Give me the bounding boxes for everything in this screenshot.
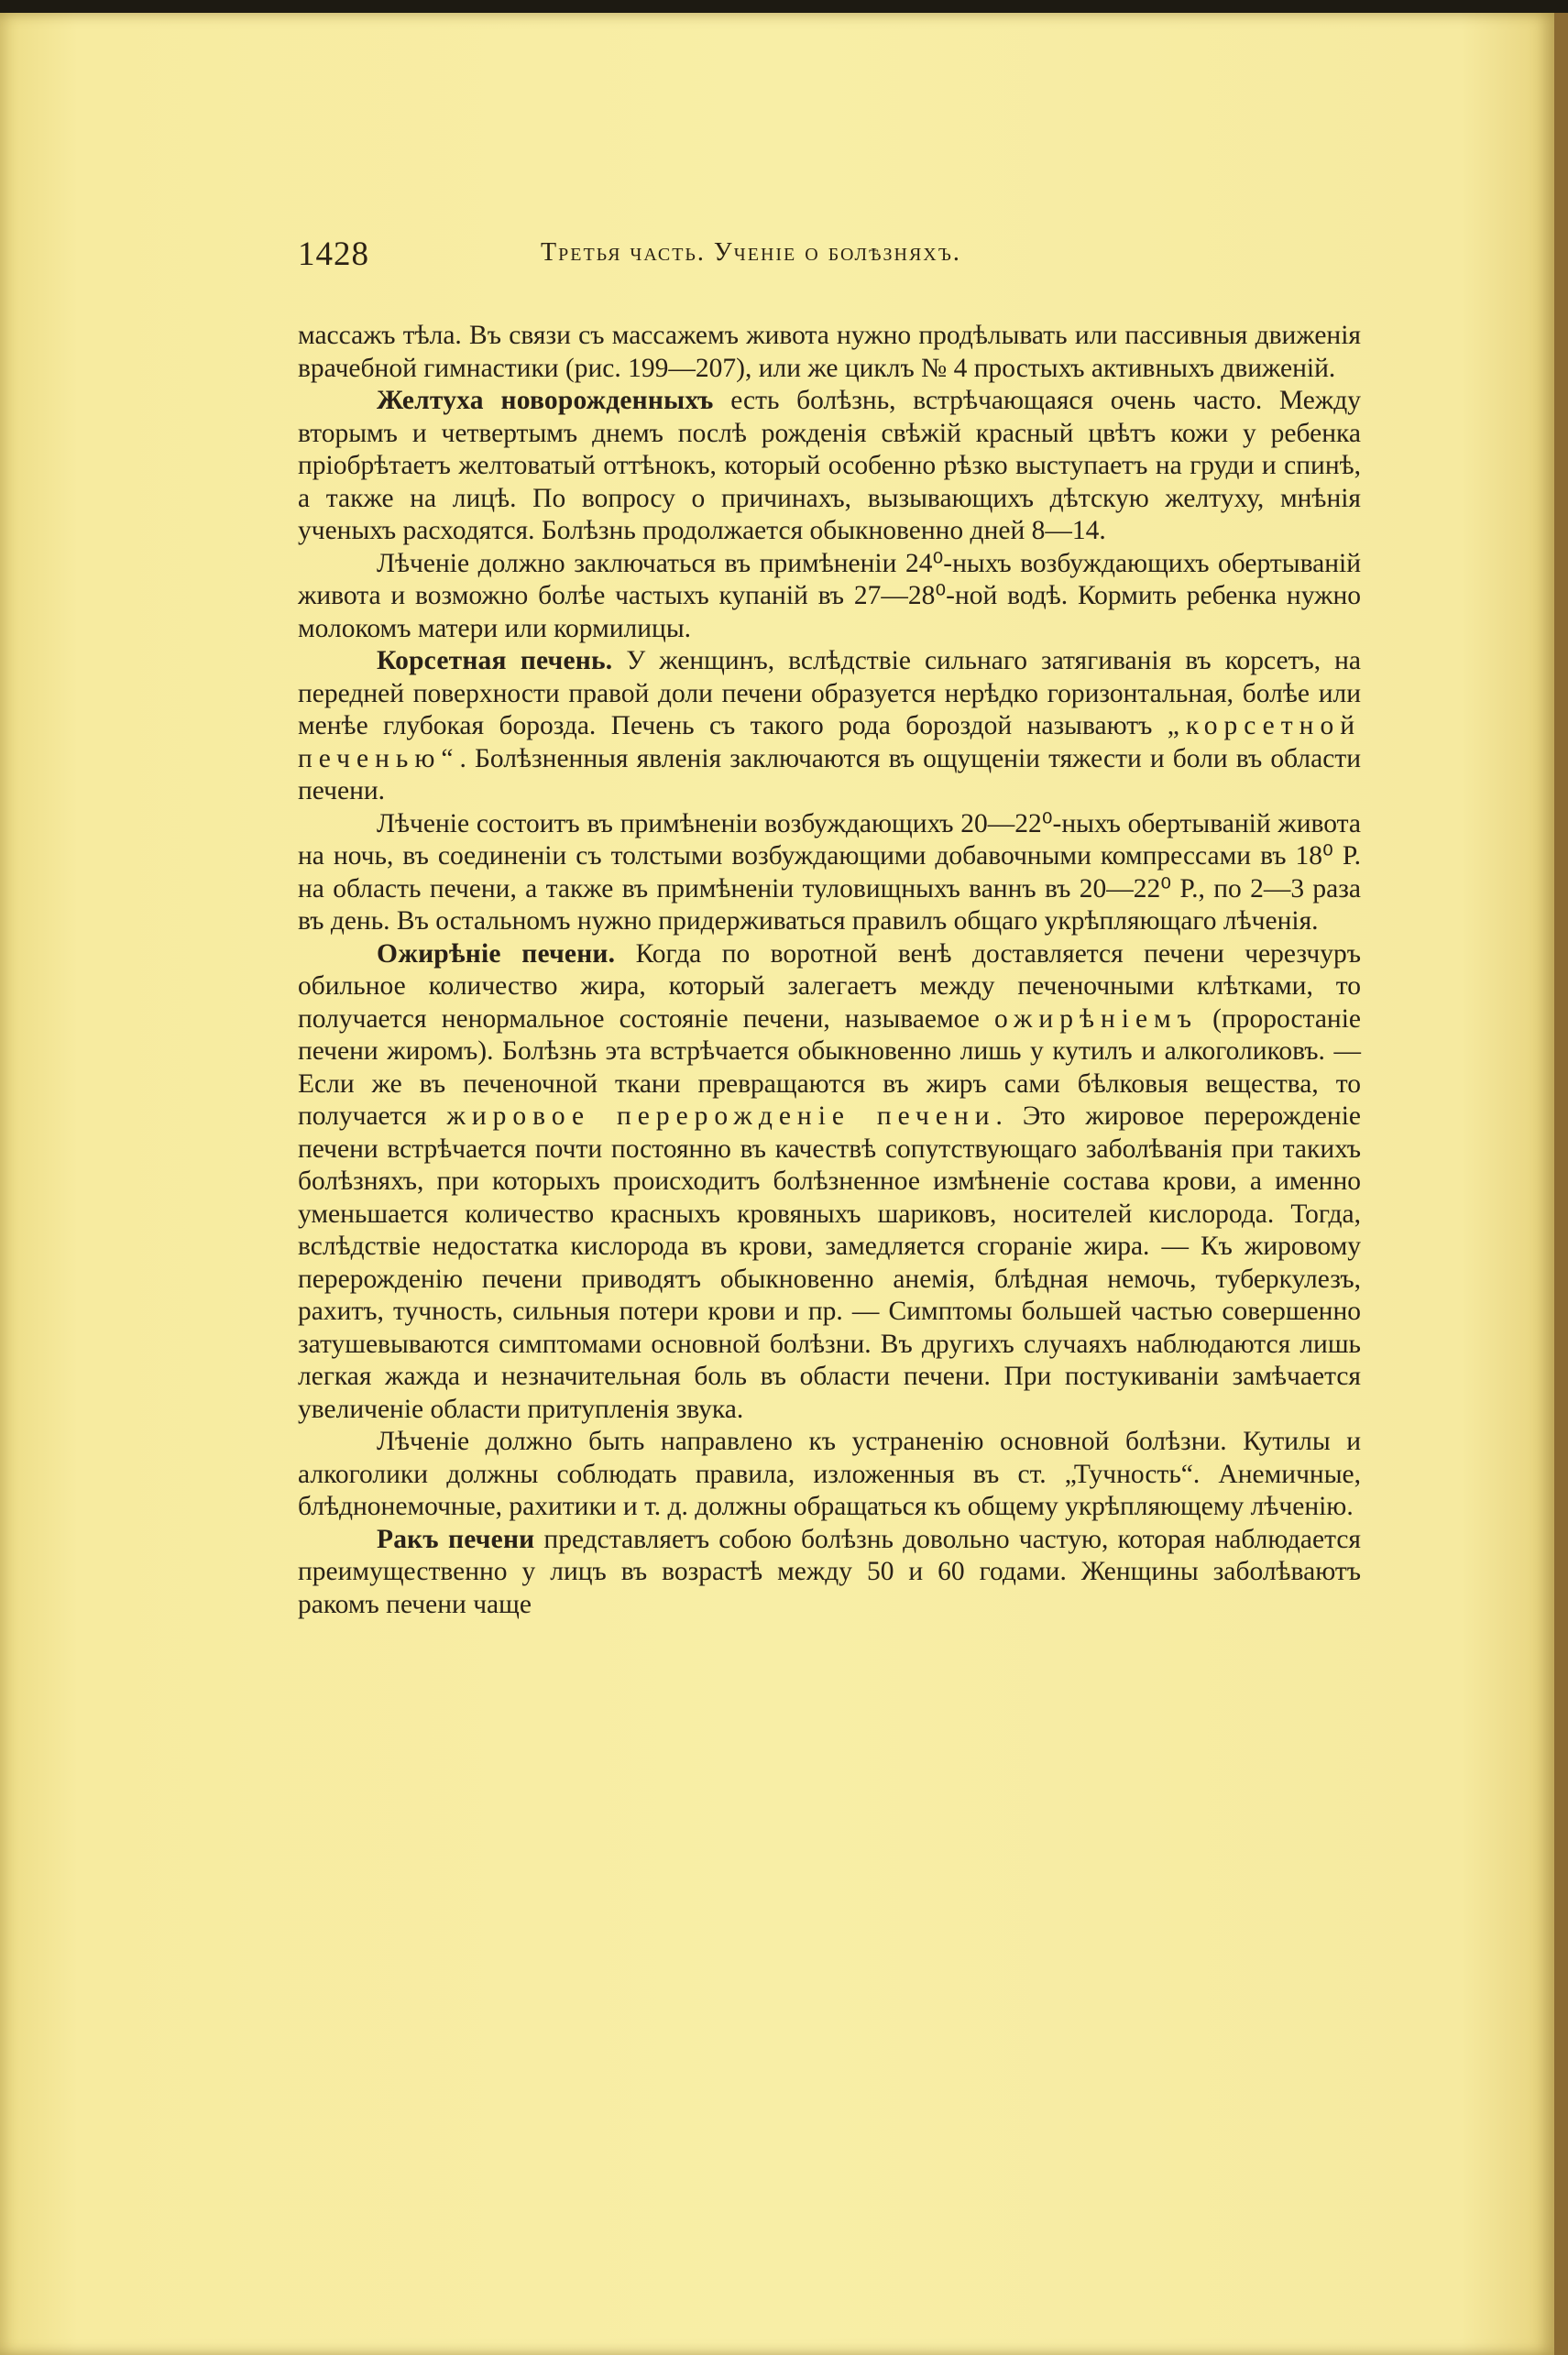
paragraph-text: Когда по воротной венѣ доставляется печени черезчуръ обильное количество жира, который залегаетъ между печеночными клѣтками, то получается ненормальное состояніе печени, называемое [298,938,1361,1034]
paragraph-jaundice-treatment [298,548,1361,646]
running-head [298,235,1361,275]
running-title: Третья часть. Ученіе о болѣзняхъ. [541,238,961,267]
spaced-term: жировое перерожденіе печени [446,1101,996,1131]
paragraph-fatty-liver [298,938,1361,1427]
paragraph-text: Лѣченіе должно быть направлено къ устраненію основной болѣзни. Кутилы и алкоголики должны соблюдать правила, изложенныя въ ст. „Тучность“. Анемичные, блѣднонемочные, рахитики и т. д. должны обращаться къ общему укрѣпляющему лѣченію. [298,1427,1361,1521]
paragraph-liver-cancer [298,1524,1361,1622]
paragraph-massage [298,320,1361,385]
section-term: Корсетная печень. [377,646,613,675]
paragraph-text: (проростаніе печени жиромъ). Болѣзнь эта встрѣчается обыкновенно лишь у кутилъ и алкоголиковъ. — Если же въ печеночной ткани превращаются въ жиръ сами бѣлковыя вещества, то получается [298,1003,1361,1131]
paragraph-text: Лѣченіе должно заключаться въ примѣненіи 24⁰-ныхъ возбуждающихъ обертываній живота и возможно болѣе частыхъ купаній въ 27—28⁰-ной водѣ. Кормить ребенка нужно молокомъ матери или кормилицы. [298,548,1361,643]
section-term: Желтуха новорожденныхъ [377,386,714,415]
paragraph-text: . Это жировое перерожденіе печени встрѣчается почти постоянно въ качествѣ сопутствующаго заболѣванія при такихъ болѣзняхъ, при которыхъ происходитъ болѣзненное измѣненіе состава крови, а именно уменьшается количество красныхъ кровяныхъ шариковъ, носителей кислорода. Тогда, вслѣдствіе недостатка кислорода въ крови, замедляется сгораніе жира. — Къ жировому перерожденію печени приводятъ обыкновенно анемія, блѣдная немочь, туберкулезъ, рахитъ, тучность, сильныя потери крови и пр. — Симптомы большей частью совершенно затушевываются симптомами основной болѣзни. Въ другихъ случаяхъ наблюдаются лишь легкая жажда и незначительная боль въ области печени. При постукиваніи замѣчается увеличеніе области притупленія звука. [298,1101,1361,1424]
paragraph-corset-liver [298,645,1361,808]
section-term: Ракъ печени [377,1524,535,1554]
paragraph-text: Лѣченіе состоитъ въ примѣненіи возбуждающихъ 20—22⁰-ныхъ обертываній живота на ночь, въ соединеніи съ толстыми возбуждающими добавочными компрессами въ 18⁰ Р. на область печени, а также въ примѣненіи туловищныхъ ваннъ въ 20—22⁰ Р., по 2—3 раза въ день. Въ остальномъ нужно придерживаться правилъ общаго укрѣпляющаго лѣченія. [298,808,1361,936]
paragraph-text: есть болѣзнь, встрѣчающаяся очень часто. Между вторымъ и четвертымъ днемъ послѣ рожденія свѣжій красный цвѣтъ кожи у ребенка пріобрѣтаетъ желтоватый оттѣнокъ, который особенно рѣзко выступаетъ на груди и спинѣ, а также на лицѣ. По вопросу о причинахъ, вызывающихъ дѣтскую желтуху, мнѣнія ученыхъ расходятся. Болѣзнь продолжается обыкновенно дней 8—14. [298,386,1361,545]
spaced-term: „корсетной печенью“ [298,711,1361,773]
section-term: Ожирѣніе печени. [377,938,616,969]
paragraph-text: У женщинъ, вслѣдствіе сильнаго затягиванія въ корсетъ, на передней поверхности правой доли печени образуется нерѣдко горизонтальная, болѣе или менѣе глубокая борозда. Печень съ такого рода бороздой называютъ [298,646,1362,740]
paragraph-fatty-treatment [298,1426,1361,1524]
paragraph-text: массажъ тѣла. Въ связи съ массажемъ живота нужно продѣлывать или пассивныя движенія врачебной гимнастики (рис. 199—207), или же циклъ № 4 простыхъ активныхъ движеній. [298,321,1361,383]
paragraph-text: . Болѣзненныя явленія заключаются въ ощущеніи тяжести и боли въ области печени. [298,743,1361,805]
paragraph-text: представляетъ собою болѣзнь довольно частую, которая наблюдается преимущественно у лицъ въ возрастѣ между 50 и 60 годами. Женщины заболѣваютъ ракомъ печени чаще [298,1524,1362,1619]
paragraph-corset-treatment [298,808,1361,938]
spaced-term: ожирѣніемъ [994,1003,1198,1034]
paragraph-jaundice [298,385,1361,548]
body-text [298,320,1361,1621]
page-number: 1428 [298,236,369,273]
scan-top-edge [0,0,1568,13]
